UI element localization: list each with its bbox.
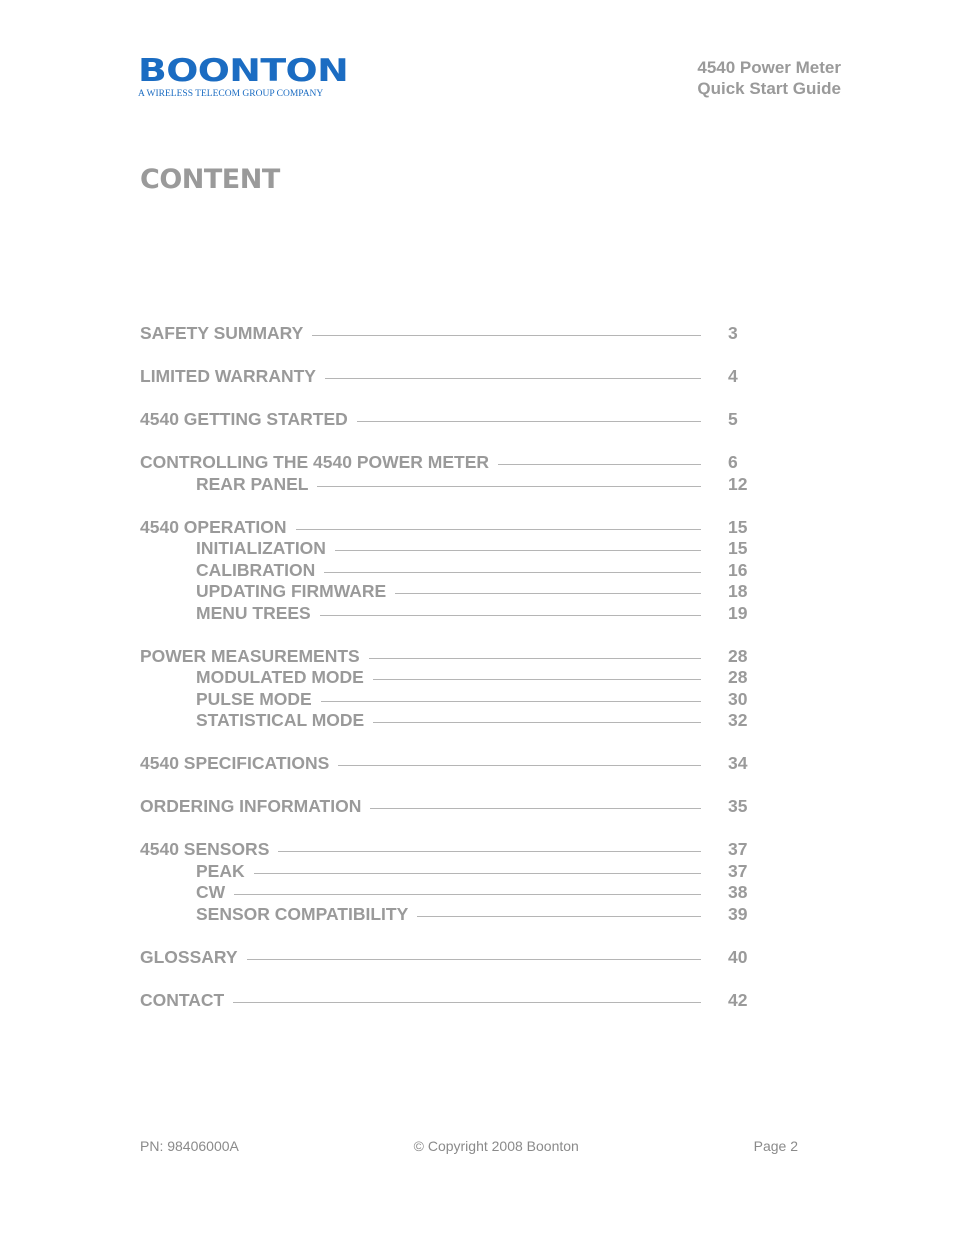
toc-section [140, 366, 780, 388]
toc-leader-line [233, 1002, 701, 1003]
toc-subentry[interactable] [140, 560, 780, 582]
toc-page-number: 35 [728, 796, 748, 817]
toc-page-number: 12 [728, 473, 748, 494]
toc-entry-label: GLOSSARY [140, 946, 238, 967]
toc-page-number: 4 [728, 366, 738, 387]
toc-entry-label: CONTACT [140, 989, 225, 1010]
toc-page-number: 15 [728, 516, 748, 537]
toc-leader-line [321, 701, 701, 702]
toc-subentry[interactable] [140, 603, 780, 625]
toc-page-number: 16 [728, 559, 748, 580]
toc-entry-label: CW [196, 882, 226, 903]
toc-page-number: 37 [728, 860, 748, 881]
toc-entry-label: 4540 GETTING STARTED [140, 409, 348, 430]
toc-leader-line [417, 916, 701, 917]
toc-leader-line [278, 851, 701, 852]
toc-entry-label: CONTROLLING THE 4540 POWER METER [140, 452, 490, 473]
doc-title-line1: 4540 Power Meter [697, 58, 841, 77]
toc-section [140, 839, 780, 925]
toc-entry-label: POWER MEASUREMENTS [140, 645, 360, 666]
toc-subentry[interactable] [140, 689, 780, 711]
toc-leader-line [317, 486, 701, 487]
toc-leader-line [324, 572, 701, 573]
toc-subentry[interactable] [140, 904, 780, 926]
toc-leader-line [357, 421, 701, 422]
toc-entry-label: ORDERING INFORMATION [140, 796, 362, 817]
toc-section [140, 452, 780, 495]
footer-page-number: Page 2 [753, 1138, 798, 1154]
toc-entry[interactable] [140, 517, 780, 539]
toc-entry[interactable] [140, 323, 780, 345]
toc-page-number: 15 [728, 538, 748, 559]
toc-entry-label: SENSOR COMPATIBILITY [196, 903, 409, 924]
toc-page-number: 37 [728, 839, 748, 860]
toc-leader-line [498, 464, 701, 465]
toc-subentry[interactable] [140, 474, 780, 496]
logo-wordmark: BOONTON [138, 53, 349, 89]
toc-entry-label: PEAK [196, 860, 245, 881]
toc-entry[interactable] [140, 947, 780, 969]
toc-subentry[interactable] [140, 882, 780, 904]
toc-entry-label: 4540 SPECIFICATIONS [140, 753, 330, 774]
toc-leader-line [395, 593, 701, 594]
toc-entry[interactable] [140, 753, 780, 775]
toc-page-number: 34 [728, 753, 748, 774]
page-title: CONTENT [140, 164, 280, 195]
toc-subentry[interactable] [140, 667, 780, 689]
toc-page-number: 32 [728, 710, 748, 731]
toc-page-number: 18 [728, 581, 748, 602]
page-footer [140, 1138, 798, 1154]
toc-entry-label: 4540 OPERATION [140, 516, 287, 537]
toc-leader-line [312, 335, 701, 336]
toc-leader-line [320, 615, 701, 616]
toc-entry-label: PULSE MODE [196, 688, 312, 709]
toc-entry[interactable] [140, 366, 780, 388]
footer-part-number: PN: 98406000A [140, 1138, 239, 1154]
toc-subentry[interactable] [140, 710, 780, 732]
toc-page-number: 39 [728, 903, 748, 924]
toc-leader-line [335, 550, 701, 551]
toc-entry-label: SAFETY SUMMARY [140, 323, 304, 344]
toc-page-number: 42 [728, 989, 748, 1010]
toc-page-number: 28 [728, 667, 748, 688]
toc-page-number: 40 [728, 946, 748, 967]
toc-subentry[interactable] [140, 861, 780, 883]
toc-page-number: 6 [728, 452, 738, 473]
toc-page-number: 3 [728, 323, 738, 344]
toc-page-number: 28 [728, 645, 748, 666]
boonton-logo [138, 53, 349, 99]
toc-section [140, 753, 780, 775]
toc-entry-label: UPDATING FIRMWARE [196, 581, 387, 602]
toc-page-number: 38 [728, 882, 748, 903]
toc-entry-label: MODULATED MODE [196, 667, 364, 688]
toc-leader-line [370, 808, 701, 809]
toc-section [140, 517, 780, 625]
toc-page-number: 30 [728, 688, 748, 709]
doc-title-line2: Quick Start Guide [697, 79, 841, 98]
footer-copyright: © Copyright 2008 Boonton [413, 1138, 579, 1154]
toc-section [140, 947, 780, 969]
toc-leader-line [247, 959, 701, 960]
toc-subentry[interactable] [140, 581, 780, 603]
toc-entry-label: CALIBRATION [196, 559, 316, 580]
toc-leader-line [338, 765, 701, 766]
toc-page-number: 5 [728, 409, 738, 430]
toc-entry-label: MENU TREES [196, 602, 311, 623]
toc-leader-line [296, 529, 701, 530]
toc-entry[interactable] [140, 646, 780, 668]
toc-section [140, 990, 780, 1012]
toc-leader-line [373, 679, 701, 680]
toc-entry-label: REAR PANEL [196, 473, 309, 494]
toc-leader-line [373, 722, 701, 723]
toc-entry-label: STATISTICAL MODE [196, 710, 365, 731]
toc-entry-label: INITIALIZATION [196, 538, 326, 559]
toc-leader-line [325, 378, 701, 379]
table-of-contents [140, 323, 780, 1033]
toc-section [140, 409, 780, 431]
toc-subentry[interactable] [140, 538, 780, 560]
toc-entry[interactable] [140, 452, 780, 474]
toc-section [140, 646, 780, 732]
toc-leader-line [369, 658, 701, 659]
toc-entry[interactable] [140, 839, 780, 861]
toc-entry[interactable] [140, 990, 780, 1012]
toc-section [140, 796, 780, 818]
toc-leader-line [234, 894, 701, 895]
logo-tagline: A WIRELESS TELECOM GROUP COMPANY [138, 89, 324, 99]
toc-entry[interactable] [140, 796, 780, 818]
toc-entry-label: LIMITED WARRANTY [140, 366, 316, 387]
toc-page-number: 19 [728, 602, 748, 623]
toc-leader-line [254, 873, 701, 874]
document-header [697, 57, 841, 99]
toc-entry[interactable] [140, 409, 780, 431]
toc-entry-label: 4540 SENSORS [140, 839, 270, 860]
toc-section [140, 323, 780, 345]
